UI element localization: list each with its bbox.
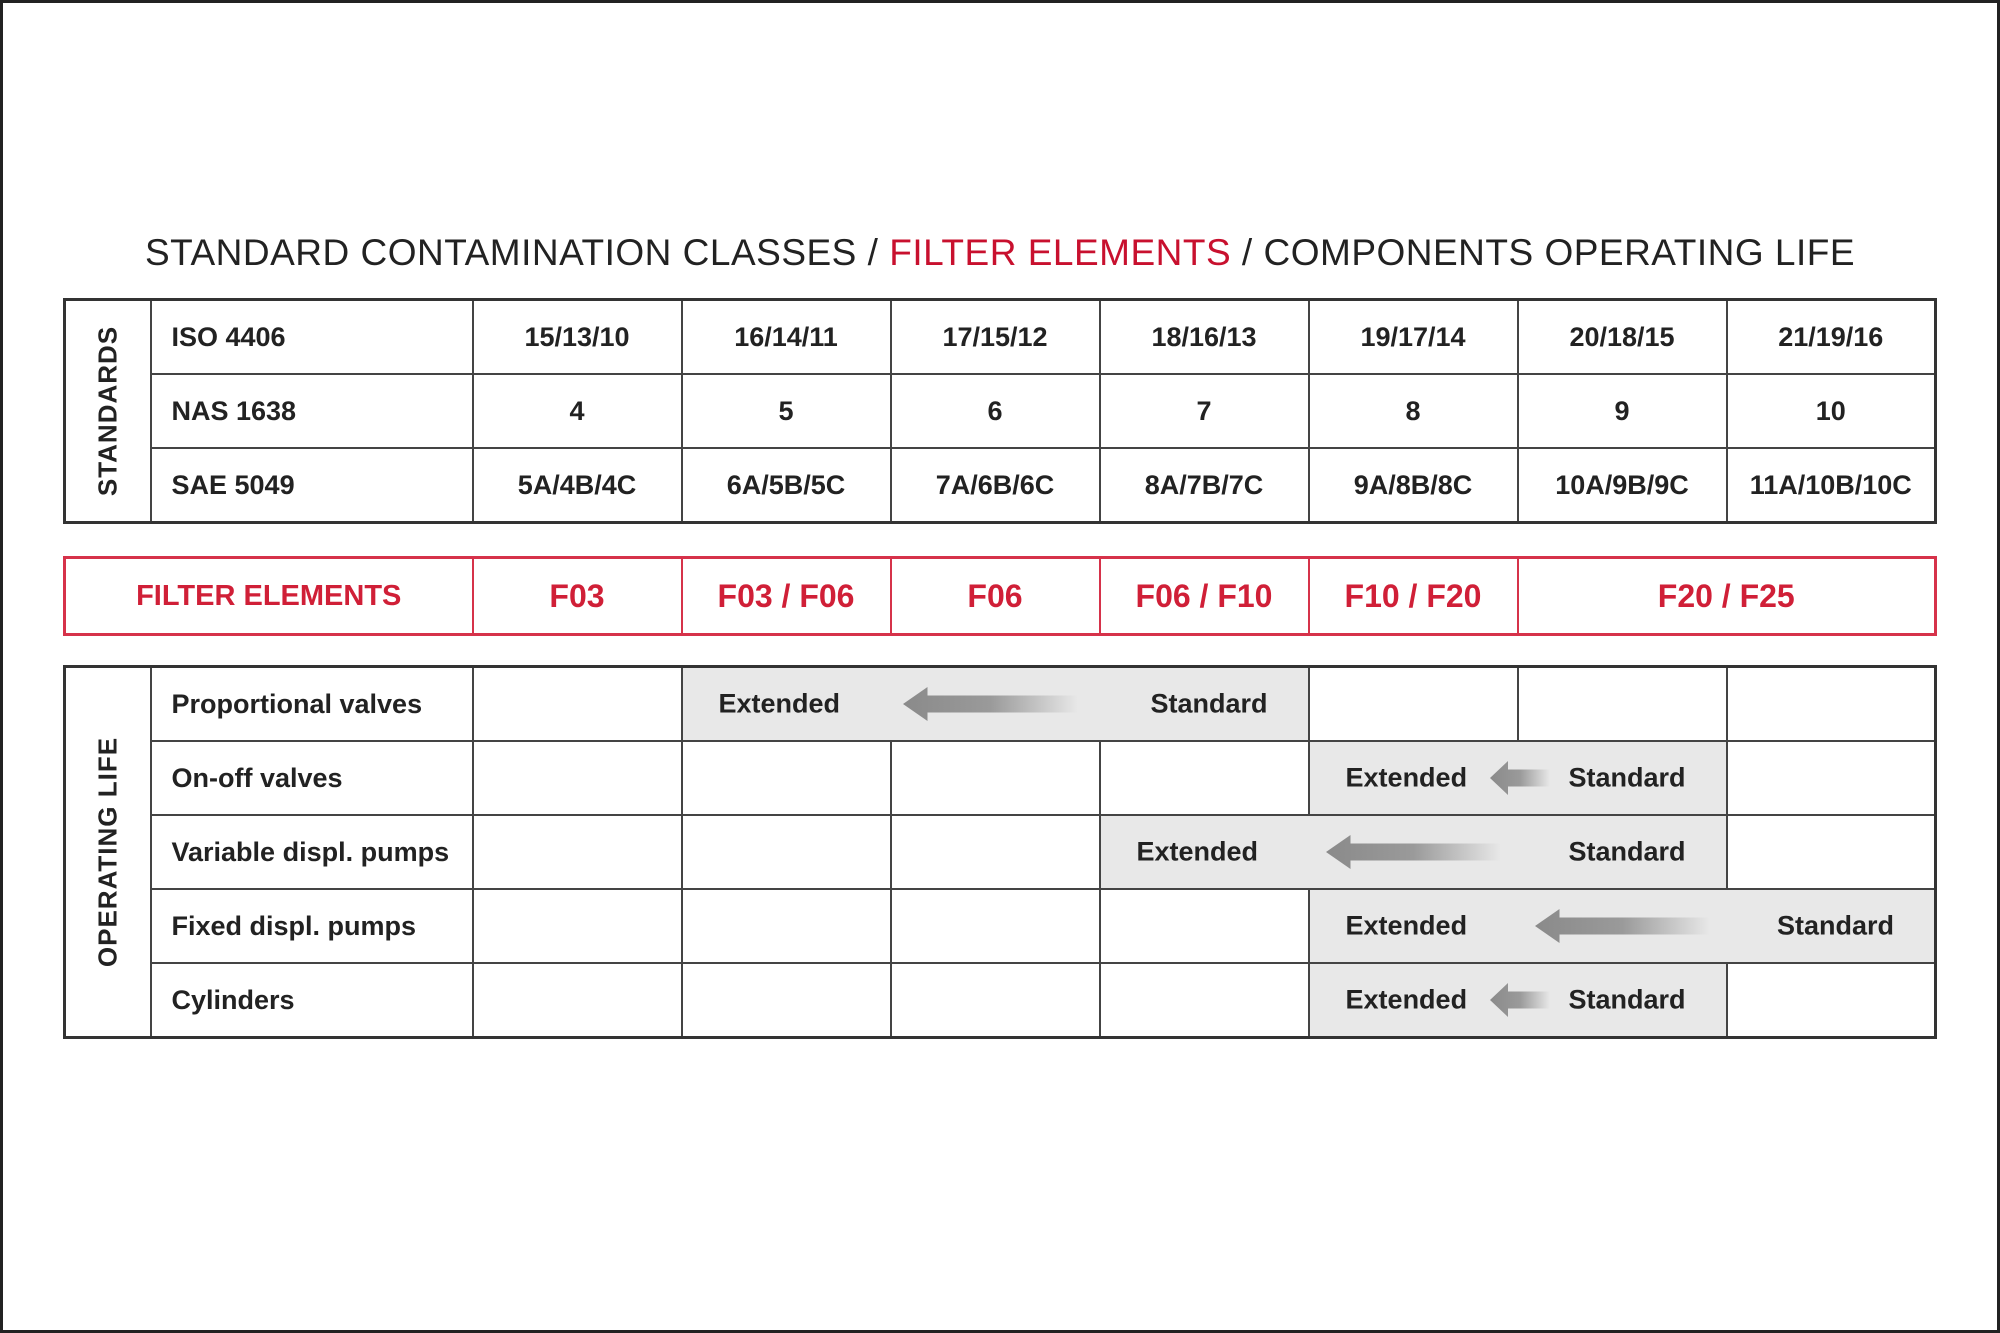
arrow-left-icon (903, 687, 1078, 721)
table-row (65, 815, 1936, 889)
table-cell: 10A/9B/9C (1518, 448, 1727, 523)
table-cell (1727, 963, 1936, 1038)
extended-label: Extended (718, 688, 841, 719)
life-range-band (1100, 815, 1727, 889)
table-cell: 7A/6B/6C (891, 448, 1100, 523)
table-row (65, 963, 1936, 1038)
table-cell: 6A/5B/5C (682, 448, 891, 523)
arrow-left-icon (1535, 909, 1710, 943)
table-cell: 9A/8B/8C (1309, 448, 1518, 523)
table-cell: 5A/4B/4C (473, 448, 682, 523)
table-cell: 6 (891, 374, 1100, 448)
table-cell: 8A/7B/7C (1100, 448, 1309, 523)
table-cell (1727, 667, 1936, 742)
table-cell: 20/18/15 (1518, 300, 1727, 375)
table-row (65, 667, 1936, 742)
table-cell (891, 963, 1100, 1038)
filter-element-cell: F06 / F10 (1100, 558, 1309, 635)
table-row (65, 558, 1936, 635)
table-row (65, 374, 1936, 448)
table-cell (891, 741, 1100, 815)
standard-label: Standard (1777, 910, 1895, 941)
filter-element-cell: F06 (891, 558, 1100, 635)
table-cell: 17/15/12 (891, 300, 1100, 375)
table-cell: 19/17/14 (1309, 300, 1518, 375)
table-cell (891, 815, 1100, 889)
extended-label: Extended (1136, 836, 1259, 867)
arrow-left-icon (1490, 761, 1550, 795)
filter-element-cell: F10 / F20 (1309, 558, 1518, 635)
table-cell (1309, 667, 1518, 742)
standards-table (63, 298, 1937, 524)
filter-elements-table (63, 556, 1937, 636)
life-range-band (682, 667, 1309, 742)
operating-life-group-label: OPERATING LIFE (65, 667, 151, 1038)
title-part-3: / COMPONENTS OPERATING LIFE (1231, 232, 1856, 273)
standard-label: Standard (1568, 984, 1686, 1015)
extended-label: Extended (1345, 910, 1468, 941)
component-name: Variable displ. pumps (151, 815, 473, 889)
table-cell (891, 889, 1100, 963)
table-cell: 9 (1518, 374, 1727, 448)
filter-element-cell: F03 (473, 558, 682, 635)
table-cell (682, 741, 891, 815)
table-cell (473, 889, 682, 963)
operating-life-table (63, 665, 1937, 1039)
table-row (65, 300, 1936, 375)
standard-label: Standard (1568, 762, 1686, 793)
table-cell: 10 (1727, 374, 1936, 448)
table-cell (682, 963, 891, 1038)
table-cell (682, 889, 891, 963)
table-cell (682, 815, 891, 889)
table-cell (1100, 889, 1309, 963)
filter-element-cell: F20 / F25 (1518, 558, 1936, 635)
table-cell: 8 (1309, 374, 1518, 448)
filter-element-cell: F03 / F06 (682, 558, 891, 635)
table-cell (473, 963, 682, 1038)
table-cell: 4 (473, 374, 682, 448)
table-row (65, 448, 1936, 523)
standard-name: NAS 1638 (151, 374, 473, 448)
component-name: On-off valves (151, 741, 473, 815)
table-cell: 5 (682, 374, 891, 448)
table-cell (473, 815, 682, 889)
filter-elements-label: FILTER ELEMENTS (65, 558, 473, 635)
standards-group-label: STANDARDS (65, 300, 151, 523)
title-part-1: STANDARD CONTAMINATION CLASSES / (144, 232, 890, 273)
table-cell: 21/19/16 (1727, 300, 1936, 375)
life-range-band (1309, 889, 1936, 963)
life-range-band (1309, 741, 1727, 815)
table-cell: 11A/10B/10C (1727, 448, 1936, 523)
table-cell: 16/14/11 (682, 300, 891, 375)
table-cell: 7 (1100, 374, 1309, 448)
table-row (65, 889, 1936, 963)
table-cell (473, 667, 682, 742)
table-cell: 18/16/13 (1100, 300, 1309, 375)
table-cell (1100, 963, 1309, 1038)
table-cell (473, 741, 682, 815)
arrow-left-icon (1326, 835, 1501, 869)
title-part-filter-elements: FILTER ELEMENTS (889, 232, 1232, 273)
standard-name: ISO 4406 (151, 300, 473, 375)
table-cell (1727, 741, 1936, 815)
standard-label: Standard (1150, 688, 1268, 719)
page-title (0, 232, 2000, 274)
arrow-left-icon (1490, 983, 1550, 1017)
table-cell (1100, 741, 1309, 815)
table-cell: 15/13/10 (473, 300, 682, 375)
component-name: Cylinders (151, 963, 473, 1038)
component-name: Fixed displ. pumps (151, 889, 473, 963)
table-cell (1727, 815, 1936, 889)
extended-label: Extended (1345, 762, 1468, 793)
standard-label: Standard (1568, 836, 1686, 867)
component-name: Proportional valves (151, 667, 473, 742)
standard-name: SAE 5049 (151, 448, 473, 523)
table-row (65, 741, 1936, 815)
table-cell (1518, 667, 1727, 742)
life-range-band (1309, 963, 1727, 1038)
extended-label: Extended (1345, 984, 1468, 1015)
